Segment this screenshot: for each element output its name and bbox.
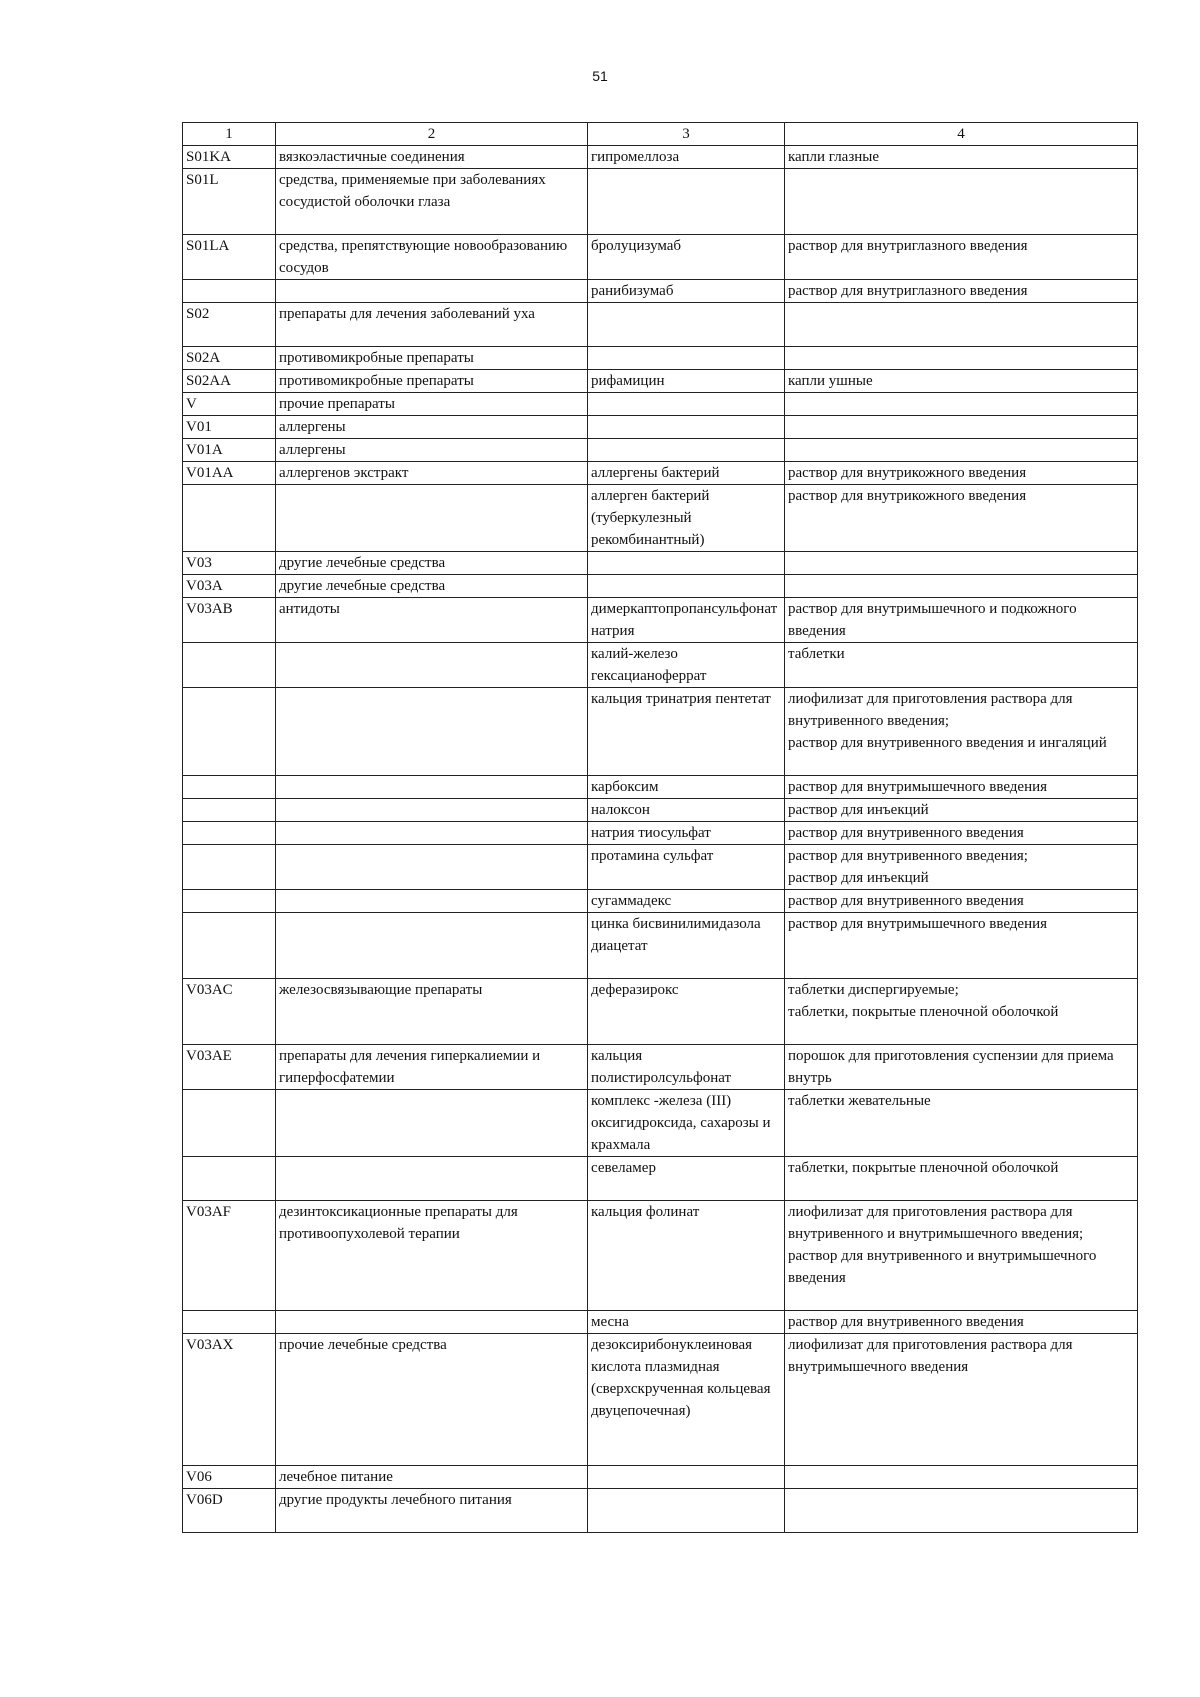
drug-cell [588, 1489, 785, 1533]
form-cell: раствор для внутривенного введения [785, 822, 1138, 845]
drug-cell: кальция фолинат [588, 1201, 785, 1311]
group-cell [276, 688, 588, 776]
table-row [183, 485, 1138, 552]
code-cell [183, 1157, 276, 1201]
table-row [183, 370, 1138, 393]
group-cell [276, 1090, 588, 1157]
code-cell [183, 776, 276, 799]
drug-cell [588, 347, 785, 370]
group-cell: противомикробные препараты [276, 370, 588, 393]
code-cell: V03AB [183, 598, 276, 643]
column-header: 4 [785, 123, 1138, 146]
group-cell [276, 890, 588, 913]
code-cell [183, 845, 276, 890]
group-cell [276, 913, 588, 979]
group-cell: лечебное питание [276, 1466, 588, 1489]
drug-cell [588, 1466, 785, 1489]
page-number: 51 [592, 68, 608, 84]
form-cell [785, 416, 1138, 439]
drug-cell [588, 439, 785, 462]
form-cell: лиофилизат для приготовления раствора для внутривенного введения; раствор для внутривенного введения и ингаляций [785, 688, 1138, 776]
form-cell: раствор для внутриглазного введения [785, 235, 1138, 280]
code-cell: V06D [183, 1489, 276, 1533]
drug-cell: рифамицин [588, 370, 785, 393]
table-row [183, 552, 1138, 575]
table-row [183, 280, 1138, 303]
drug-cell: протамина сульфат [588, 845, 785, 890]
drug-cell [588, 416, 785, 439]
table-row [183, 776, 1138, 799]
group-cell: противомикробные препараты [276, 347, 588, 370]
group-cell [276, 799, 588, 822]
group-cell: другие лечебные средства [276, 552, 588, 575]
table-row [183, 1090, 1138, 1157]
group-cell: дезинтоксикационные препараты для противоопухолевой терапии [276, 1201, 588, 1311]
form-cell: раствор для внутримышечного и подкожного введения [785, 598, 1138, 643]
drug-cell [588, 552, 785, 575]
group-cell [276, 485, 588, 552]
code-cell: V03AE [183, 1045, 276, 1090]
code-cell: S02A [183, 347, 276, 370]
form-cell: лиофилизат для приготовления раствора для внутривенного и внутримышечного введения; раствор для внутривенного и внутримышечного введения [785, 1201, 1138, 1311]
table-row [183, 1489, 1138, 1533]
code-cell: V01 [183, 416, 276, 439]
form-cell: порошок для приготовления суспензии для приема внутрь [785, 1045, 1138, 1090]
table-row [183, 598, 1138, 643]
table-row [183, 979, 1138, 1045]
group-cell: препараты для лечения заболеваний уха [276, 303, 588, 347]
drug-cell: дезоксирибонуклеиновая кислота плазмидная (сверхскрученная кольцевая двуцепочечная) [588, 1334, 785, 1466]
form-cell: раствор для внутриглазного введения [785, 280, 1138, 303]
code-cell: V01AA [183, 462, 276, 485]
form-cell: раствор для инъекций [785, 799, 1138, 822]
group-cell: вязкоэластичные соединения [276, 146, 588, 169]
drug-cell: кальция тринатрия пентетат [588, 688, 785, 776]
group-cell: средства, препятствующие новообразованию сосудов [276, 235, 588, 280]
code-cell [183, 643, 276, 688]
code-cell [183, 688, 276, 776]
group-cell [276, 1311, 588, 1334]
drug-cell: комплекс -железа (III) оксигидроксида, сахарозы и крахмала [588, 1090, 785, 1157]
column-header: 3 [588, 123, 785, 146]
group-cell: препараты для лечения гиперкалиемии и гиперфосфатемии [276, 1045, 588, 1090]
code-cell: V03A [183, 575, 276, 598]
table-row [183, 1045, 1138, 1090]
code-cell [183, 1311, 276, 1334]
form-cell: таблетки [785, 643, 1138, 688]
group-cell: другие лечебные средства [276, 575, 588, 598]
code-cell: S01L [183, 169, 276, 235]
code-cell: V [183, 393, 276, 416]
group-cell: средства, применяемые при заболеваниях сосудистой оболочки глаза [276, 169, 588, 235]
group-cell: аллергенов экстракт [276, 462, 588, 485]
table-row [183, 799, 1138, 822]
form-cell: раствор для внутримышечного введения [785, 776, 1138, 799]
drug-cell: ранибизумаб [588, 280, 785, 303]
table-row [183, 1201, 1138, 1311]
table-row [183, 1334, 1138, 1466]
code-cell [183, 799, 276, 822]
code-cell [183, 890, 276, 913]
code-cell: V03AF [183, 1201, 276, 1311]
table-row [183, 169, 1138, 235]
table-row [183, 1311, 1138, 1334]
table-row [183, 643, 1138, 688]
group-cell: другие продукты лечебного питания [276, 1489, 588, 1533]
code-cell [183, 822, 276, 845]
group-cell: прочие препараты [276, 393, 588, 416]
drug-cell [588, 393, 785, 416]
table-row [183, 688, 1138, 776]
drug-cell: аллергены бактерий [588, 462, 785, 485]
table-row [183, 303, 1138, 347]
drug-cell: кальция полистиролсульфонат [588, 1045, 785, 1090]
code-cell: V01A [183, 439, 276, 462]
column-header: 2 [276, 123, 588, 146]
drug-cell: калий-железо гексацианоферрат [588, 643, 785, 688]
group-cell [276, 776, 588, 799]
drug-cell: сугаммадекс [588, 890, 785, 913]
group-cell [276, 643, 588, 688]
code-cell: S01LA [183, 235, 276, 280]
form-cell [785, 347, 1138, 370]
header-row [183, 123, 1138, 146]
drug-cell: гипромеллоза [588, 146, 785, 169]
group-cell: аллергены [276, 416, 588, 439]
form-cell: раствор для внутривенного введения [785, 890, 1138, 913]
table-row [183, 845, 1138, 890]
form-cell [785, 552, 1138, 575]
group-cell [276, 845, 588, 890]
group-cell [276, 1157, 588, 1201]
drug-cell: карбоксим [588, 776, 785, 799]
form-cell: раствор для внутривенного введения; раствор для инъекций [785, 845, 1138, 890]
form-cell: таблетки диспергируемые; таблетки, покрытые пленочной оболочкой [785, 979, 1138, 1045]
table-row [183, 1466, 1138, 1489]
group-cell: аллергены [276, 439, 588, 462]
drug-cell: натрия тиосульфат [588, 822, 785, 845]
medication-table [182, 122, 1138, 1533]
table-row [183, 146, 1138, 169]
table-row [183, 913, 1138, 979]
form-cell: таблетки жевательные [785, 1090, 1138, 1157]
form-cell [785, 439, 1138, 462]
drug-cell: налоксон [588, 799, 785, 822]
table-row [183, 890, 1138, 913]
code-cell: S01KA [183, 146, 276, 169]
form-cell: раствор для внутривенного введения [785, 1311, 1138, 1334]
code-cell [183, 1090, 276, 1157]
form-cell: капли ушные [785, 370, 1138, 393]
drug-cell [588, 169, 785, 235]
form-cell [785, 575, 1138, 598]
code-cell: V06 [183, 1466, 276, 1489]
form-cell [785, 1466, 1138, 1489]
code-cell: V03AC [183, 979, 276, 1045]
form-cell: раствор для внутрикожного введения [785, 462, 1138, 485]
drug-cell: аллерген бактерий (туберкулезный рекомбинантный) [588, 485, 785, 552]
table-row [183, 439, 1138, 462]
form-cell: капли глазные [785, 146, 1138, 169]
form-cell [785, 169, 1138, 235]
group-cell [276, 822, 588, 845]
table-row [183, 235, 1138, 280]
group-cell: прочие лечебные средства [276, 1334, 588, 1466]
drug-cell: цинка бисвинилимидазола диацетат [588, 913, 785, 979]
form-cell: таблетки, покрытые пленочной оболочкой [785, 1157, 1138, 1201]
table-row [183, 1157, 1138, 1201]
drug-cell [588, 575, 785, 598]
group-cell: антидоты [276, 598, 588, 643]
form-cell [785, 303, 1138, 347]
table-row [183, 347, 1138, 370]
table-row [183, 393, 1138, 416]
code-cell [183, 280, 276, 303]
drug-cell [588, 303, 785, 347]
form-cell: лиофилизат для приготовления раствора для внутримышечного введения [785, 1334, 1138, 1466]
table-row [183, 575, 1138, 598]
form-cell: раствор для внутримышечного введения [785, 913, 1138, 979]
form-cell [785, 393, 1138, 416]
drug-cell: деферазирокс [588, 979, 785, 1045]
table-row [183, 462, 1138, 485]
group-cell [276, 280, 588, 303]
table-row [183, 416, 1138, 439]
form-cell: раствор для внутрикожного введения [785, 485, 1138, 552]
code-cell [183, 913, 276, 979]
code-cell: S02AA [183, 370, 276, 393]
form-cell [785, 1489, 1138, 1533]
code-cell: V03AX [183, 1334, 276, 1466]
drug-cell: месна [588, 1311, 785, 1334]
code-cell [183, 485, 276, 552]
drug-cell: севеламер [588, 1157, 785, 1201]
drug-cell: димеркаптопропансульфонат натрия [588, 598, 785, 643]
group-cell: железосвязывающие препараты [276, 979, 588, 1045]
column-header: 1 [183, 123, 276, 146]
table-row [183, 822, 1138, 845]
drug-cell: бролуцизумаб [588, 235, 785, 280]
code-cell: V03 [183, 552, 276, 575]
code-cell: S02 [183, 303, 276, 347]
